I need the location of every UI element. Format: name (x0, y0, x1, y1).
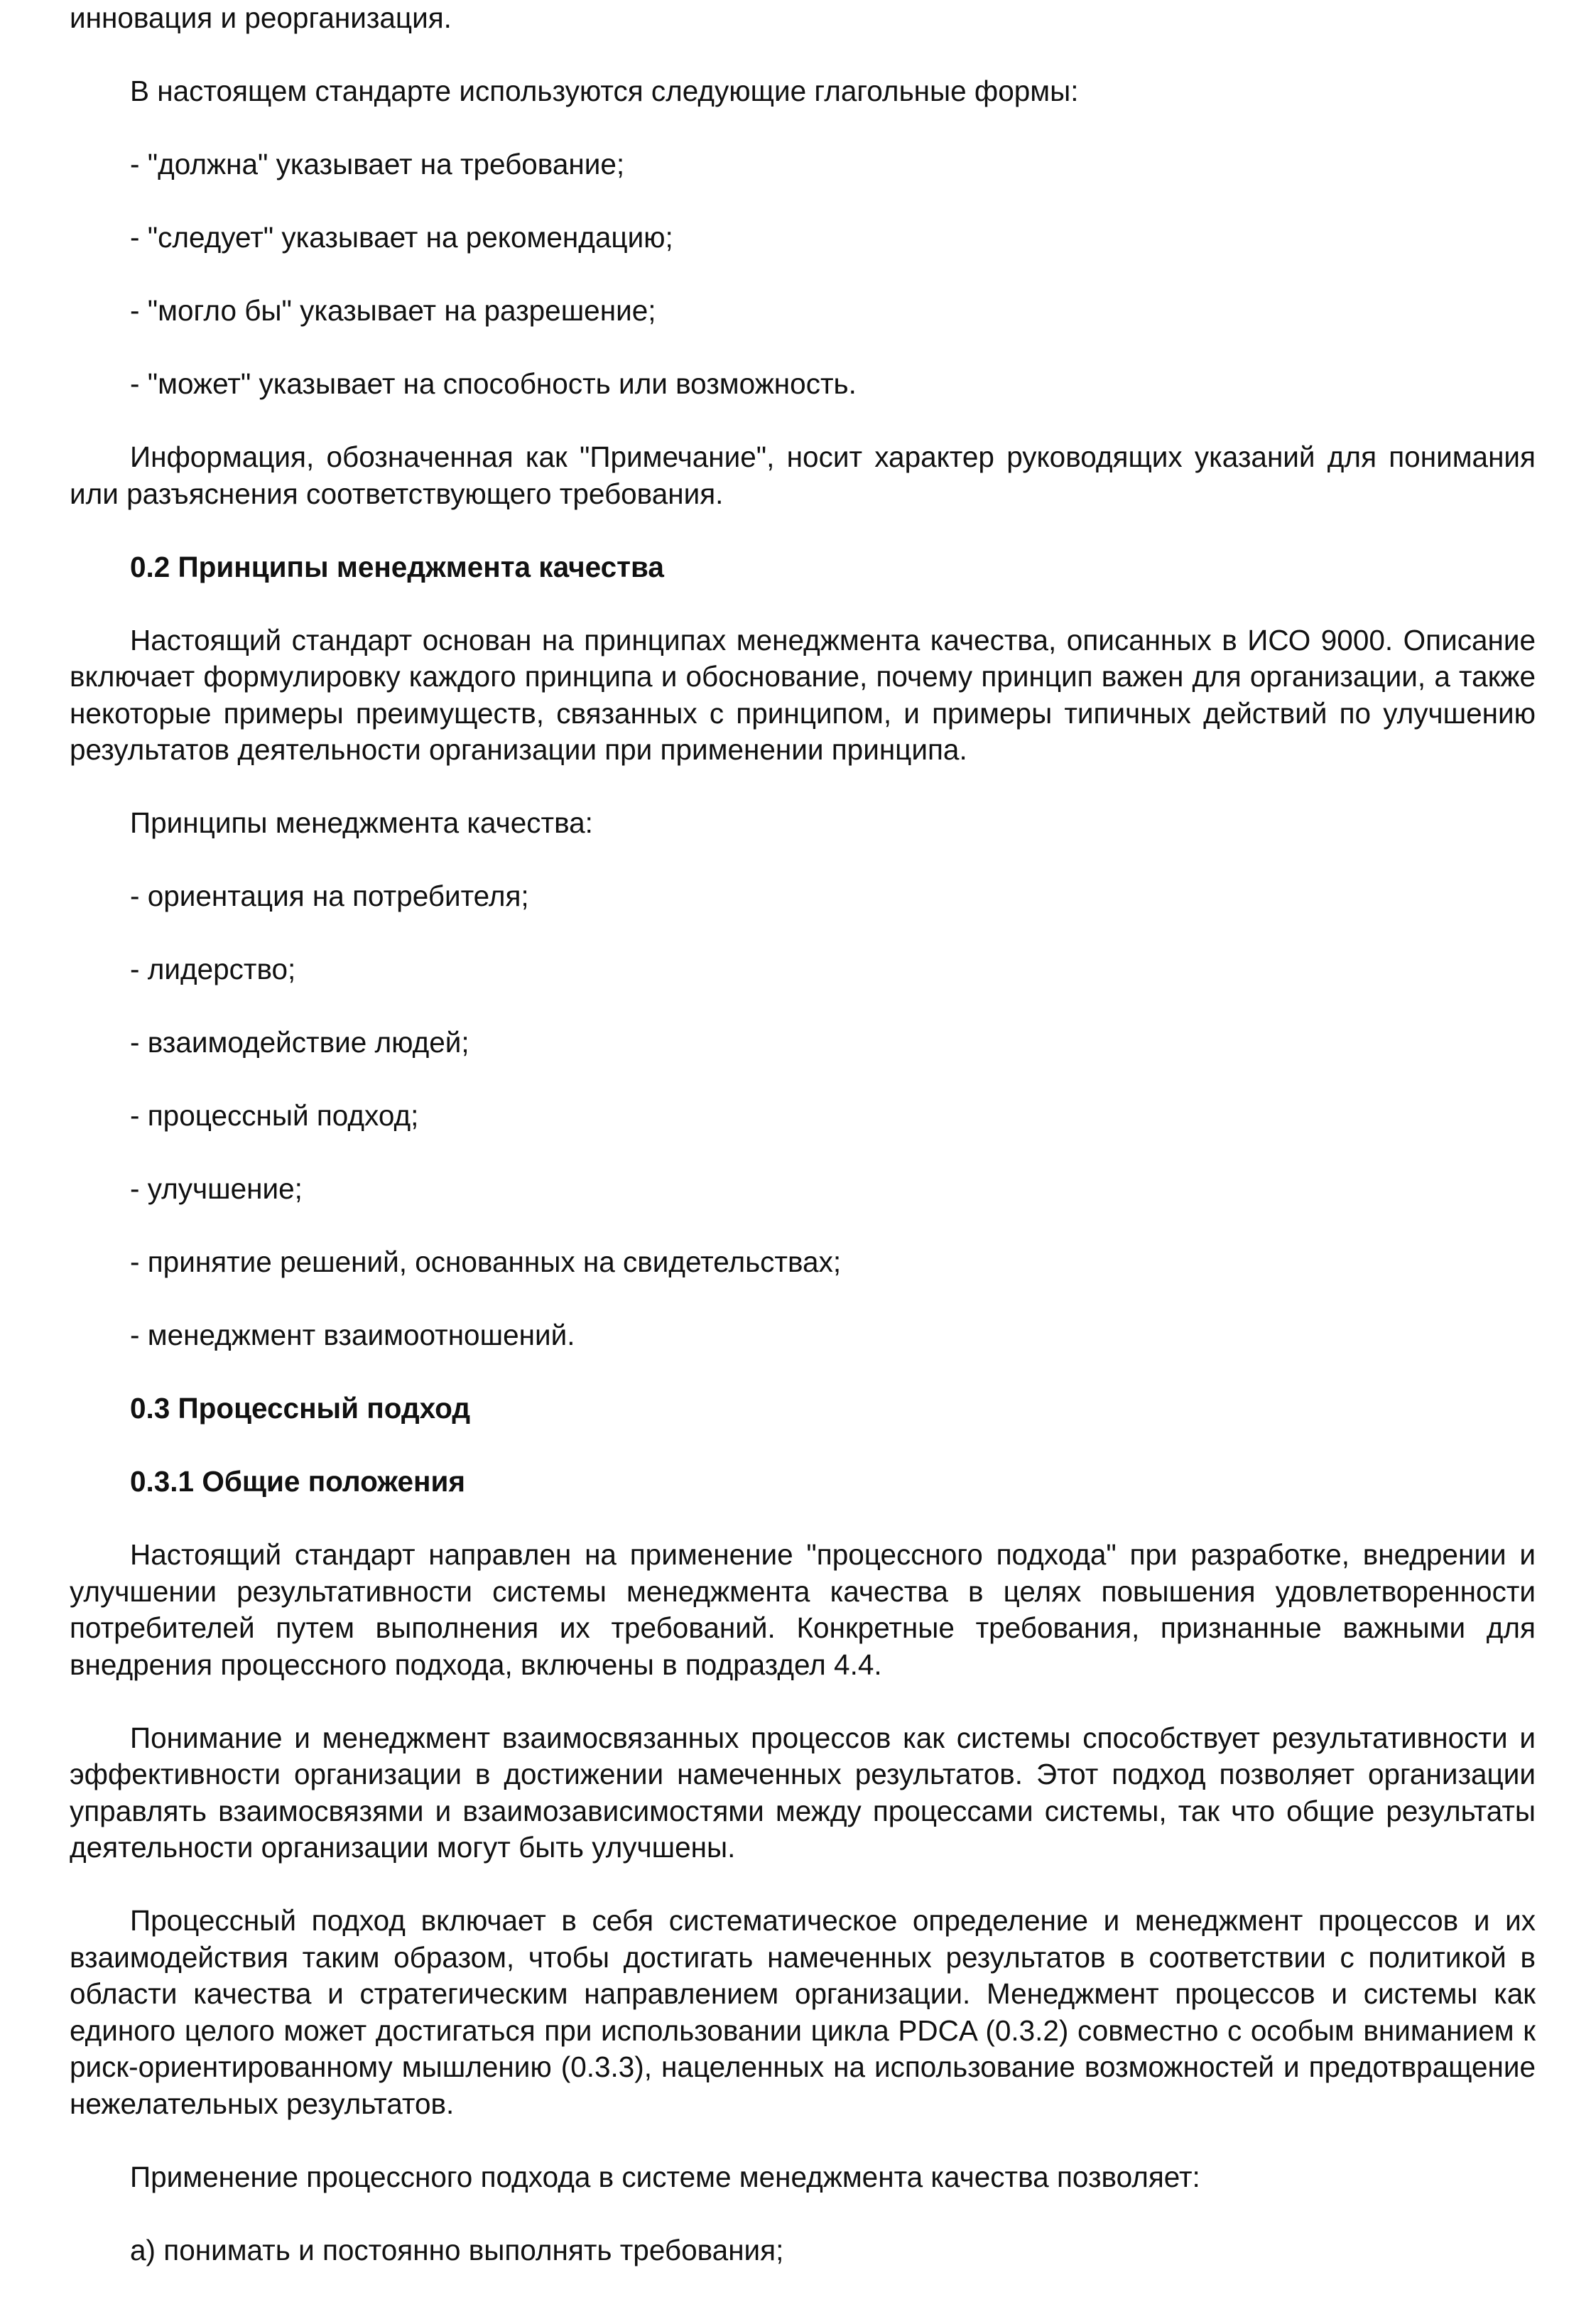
paragraph-application-enables: Применение процессного подхода в системе менеджмента качества позволяет: (130, 2160, 1200, 2193)
list-item-can: - "может" указывает на способность или возможность. (130, 367, 857, 400)
paragraph-note-info: Информация, обозначенная как "Примечание", носит характер руководящих указаний для понимания или разъяснения соответствующего требования. (70, 441, 1536, 510)
list-item-may: - "могло бы" указывает на разрешение; (130, 294, 656, 327)
paragraph-interrelated-processes: Понимание и менеджмент взаимосвязанных процессов как системы способствует результативности и эффективности организации в достижении намеченных результатов. Этот подход позволяет организации управлять взаимосвязями и взаимозависимостями между процессами системы, так что общие результаты деятельности организации могут быть улучшены. (70, 1721, 1536, 1864)
heading-0-2: 0.2 Принципы менеджмента качества (130, 550, 664, 583)
paragraph-systematic-definition: Процессный подход включает в себя систематическое определение и менеджмент процессов и их взаимодействия таким образом, чтобы достигать намеченных результатов в соответствии с политикой в области качества и стратегическим направлением организации. Менеджмент процессов и системы как единого целого может достигаться при использовании цикла PDCA (0.3.2) совместно с особым вниманием к риск-ориентированному мышлению (0.3.3), нацеленных на использование возможностей и предотвращение нежелательных результатов. (70, 1904, 1536, 2120)
list-item-customer-focus: - ориентация на потребителя; (130, 880, 529, 912)
list-item-engagement: - взаимодействие людей; (130, 1026, 469, 1059)
list-item-a-requirements: a) понимать и постоянно выполнять требования; (130, 2233, 784, 2266)
paragraph-verb-forms: В настоящем стандарте используются следующие глагольные формы: (130, 75, 1079, 107)
paragraph-principles-intro: Принципы менеджмента качества: (130, 806, 593, 839)
list-item-should: - "следует" указывает на рекомендацию; (130, 221, 673, 254)
list-item-shall: - "должна" указывает на требование; (130, 148, 625, 180)
list-item-relationship-management: - менеджмент взаимоотношений. (130, 1319, 575, 1351)
paragraph-principles-basis: Настоящий стандарт основан на принципах менеджмента качества, описанных в ИСО 9000. Описание включает формулировку каждого принципа и обоснование, почему принцип важен для организации, а также некоторые примеры преимуществ, связанных с принципом, и примеры типичных действий по улучшению результатов деятельности организации при применении принципа. (70, 623, 1536, 766)
paragraph-intro-tail: инновация и реорганизация. (70, 1, 452, 34)
list-item-evidence-decisions: - принятие решений, основанных на свидетельствах; (130, 1245, 842, 1278)
list-item-process-approach: - процессный подход; (130, 1099, 419, 1132)
document-page (70, 0, 1536, 2269)
list-item-leadership: - лидерство; (130, 953, 296, 985)
list-item-improvement: - улучшение; (130, 1172, 303, 1205)
heading-0-3-1: 0.3.1 Общие положения (130, 1465, 465, 1498)
heading-0-3: 0.3 Процессный подход (130, 1392, 471, 1425)
paragraph-process-approach-aim: Настоящий стандарт направлен на применение "процессного подхода" при разработке, внедрении и улучшении результативности системы менеджмента качества в целях повышения удовлетворенности потребителей путем выполнения их требований. Конкретные требования, признанные важными для внедрения процессного подхода, включены в подраздел 4.4. (70, 1538, 1536, 1681)
